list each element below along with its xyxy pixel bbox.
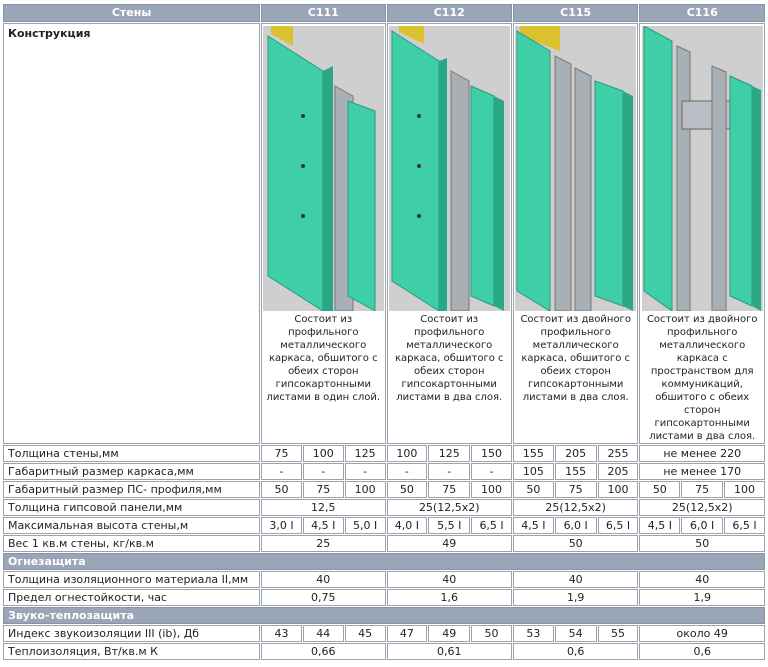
table-cell: 155 xyxy=(555,463,597,480)
table-cell: 44 xyxy=(303,625,344,642)
row-label: Габаритный размер ПС- профиля,мм xyxy=(3,481,260,498)
row-label: Габаритный размер каркаса,мм xyxy=(3,463,260,480)
table-cell: - xyxy=(345,463,386,480)
table-cell: 75 xyxy=(303,481,344,498)
header-row xyxy=(3,4,765,22)
construction-row xyxy=(3,23,765,444)
wall-spec-table xyxy=(2,3,766,661)
table-cell: 25 xyxy=(261,535,385,552)
table-cell: 100 xyxy=(598,481,639,498)
table-row-wall-thickness xyxy=(3,445,765,462)
table-cell: 50 xyxy=(513,535,638,552)
table-cell: 50 xyxy=(471,625,512,642)
table-cell: 50 xyxy=(639,481,680,498)
table-cell: 125 xyxy=(345,445,386,462)
table-row-max-height xyxy=(3,517,765,534)
construction-label: Конструкция xyxy=(3,23,260,444)
section-title-sound: Звуко-теплозащита xyxy=(3,607,765,624)
table-cell: 75 xyxy=(681,481,723,498)
table-cell: 205 xyxy=(598,463,639,480)
table-cell: 0,6 xyxy=(513,643,638,660)
table-cell: 100 xyxy=(724,481,765,498)
table-cell: 43 xyxy=(261,625,302,642)
table-cell: 50 xyxy=(513,481,554,498)
table-cell: 53 xyxy=(513,625,554,642)
table-cell: 4,5 I xyxy=(303,517,344,534)
wall-c115-illustration xyxy=(515,26,636,311)
wall-spec-table-container xyxy=(2,3,766,661)
table-cell: 100 xyxy=(387,445,428,462)
table-cell-c116: около 49 xyxy=(639,625,765,642)
table-cell: 1,9 xyxy=(513,589,638,606)
table-cell: 6,0 I xyxy=(555,517,597,534)
table-cell: 25(12,5x2) xyxy=(639,499,765,516)
wall-c112-illustration xyxy=(389,26,510,311)
construction-cell-c116 xyxy=(639,23,765,444)
table-cell: 50 xyxy=(261,481,302,498)
section-title-fire: Огнезащита xyxy=(3,553,765,570)
row-label: Вес 1 кв.м стены, кг/кв.м xyxy=(3,535,260,552)
table-cell: 25(12,5x2) xyxy=(387,499,512,516)
table-cell-c116: не менее 220 xyxy=(639,445,765,462)
table-cell: 6,5 I xyxy=(471,517,512,534)
table-row-frame-size xyxy=(3,463,765,480)
table-row-fire-resistance xyxy=(3,589,765,606)
header-type-c112: С112 xyxy=(387,4,512,22)
table-cell: 1,9 xyxy=(639,589,765,606)
table-row-weight xyxy=(3,535,765,552)
table-cell: - xyxy=(303,463,344,480)
table-cell: 100 xyxy=(471,481,512,498)
header-type-c111: С111 xyxy=(261,4,385,22)
table-cell-c116: не менее 170 xyxy=(639,463,765,480)
table-cell: 1,6 xyxy=(387,589,512,606)
header-walls-label: Стены xyxy=(3,4,260,22)
description-c115: Состоит из двойного профильного металлического каркаса, обшитого с обеих сторон гипсокартонными листами в два слоя. xyxy=(520,314,631,403)
row-label: Максимальная высота стены,м xyxy=(3,517,260,534)
construction-cell-c111 xyxy=(261,23,385,444)
table-cell: 100 xyxy=(345,481,386,498)
table-cell: - xyxy=(471,463,512,480)
table-cell: - xyxy=(261,463,302,480)
table-row-sound-index xyxy=(3,625,765,642)
table-row-profile-size xyxy=(3,481,765,498)
description-c116: Состоит из двойного профильного металлического каркаса с пространством для коммуникаций, обшитого с обеих сторон гипсокартонными листами в два слоя. xyxy=(646,314,758,442)
table-cell: 75 xyxy=(428,481,470,498)
table-cell: 255 xyxy=(598,445,639,462)
table-cell: 6,5 I xyxy=(598,517,639,534)
description-c111: Состоит из профильного металлического каркаса, обшитого с обеих сторон гипсокартонными листами в один слой. xyxy=(266,314,381,403)
table-cell: 125 xyxy=(428,445,470,462)
section-fire-protection xyxy=(3,553,765,570)
table-cell: 45 xyxy=(345,625,386,642)
table-cell: 50 xyxy=(387,481,428,498)
description-c112: Состоит из профильного металлического каркаса, обшитого с обеих сторон гипсокартонными листами в два слоя. xyxy=(394,314,504,403)
table-cell: 4,5 I xyxy=(513,517,554,534)
table-cell: 40 xyxy=(261,571,385,588)
row-label: Толщина гипсовой панели,мм xyxy=(3,499,260,516)
header-type-c115: С115 xyxy=(513,4,638,22)
table-cell: 205 xyxy=(555,445,597,462)
table-cell: 12,5 xyxy=(261,499,385,516)
table-cell: - xyxy=(387,463,428,480)
table-cell: - xyxy=(428,463,470,480)
row-label: Теплоизоляция, Вт/кв.м К xyxy=(3,643,260,660)
row-label: Предел огнестойкости, час xyxy=(3,589,260,606)
construction-cell-c115 xyxy=(513,23,638,444)
table-cell: 50 xyxy=(639,535,765,552)
table-cell: 49 xyxy=(428,625,470,642)
table-row-insulation-thickness xyxy=(3,571,765,588)
table-cell: 155 xyxy=(513,445,554,462)
table-cell: 0,66 xyxy=(261,643,385,660)
table-cell: 6,0 I xyxy=(681,517,723,534)
table-cell: 5,5 I xyxy=(428,517,470,534)
table-cell: 150 xyxy=(471,445,512,462)
table-cell: 25(12,5x2) xyxy=(513,499,638,516)
table-cell: 0,61 xyxy=(387,643,512,660)
table-cell: 4,0 I xyxy=(387,517,428,534)
table-cell: 55 xyxy=(598,625,639,642)
construction-cell-c112 xyxy=(387,23,512,444)
row-label: Толщина стены,мм xyxy=(3,445,260,462)
table-cell: 100 xyxy=(303,445,344,462)
table-row-thermal xyxy=(3,643,765,660)
section-sound-thermal xyxy=(3,607,765,624)
table-cell: 75 xyxy=(555,481,597,498)
table-cell: 0,6 xyxy=(639,643,765,660)
table-cell: 40 xyxy=(639,571,765,588)
table-cell: 5,0 I xyxy=(345,517,386,534)
row-label: Толщина изоляционного материала II,мм xyxy=(3,571,260,588)
table-cell: 47 xyxy=(387,625,428,642)
table-cell: 6,5 I xyxy=(724,517,765,534)
header-type-c116: С116 xyxy=(639,4,765,22)
row-label: Индекс звукоизоляции III (ib), Дб xyxy=(3,625,260,642)
table-cell: 3,0 I xyxy=(261,517,302,534)
wall-c116-illustration xyxy=(642,26,763,311)
table-row-panel-thickness xyxy=(3,499,765,516)
table-cell: 105 xyxy=(513,463,554,480)
table-cell: 0,75 xyxy=(261,589,385,606)
table-cell: 75 xyxy=(261,445,302,462)
table-cell: 4,5 I xyxy=(639,517,680,534)
table-cell: 40 xyxy=(513,571,638,588)
table-cell: 54 xyxy=(555,625,597,642)
wall-c111-illustration xyxy=(263,26,384,311)
table-cell: 40 xyxy=(387,571,512,588)
table-cell: 49 xyxy=(387,535,512,552)
